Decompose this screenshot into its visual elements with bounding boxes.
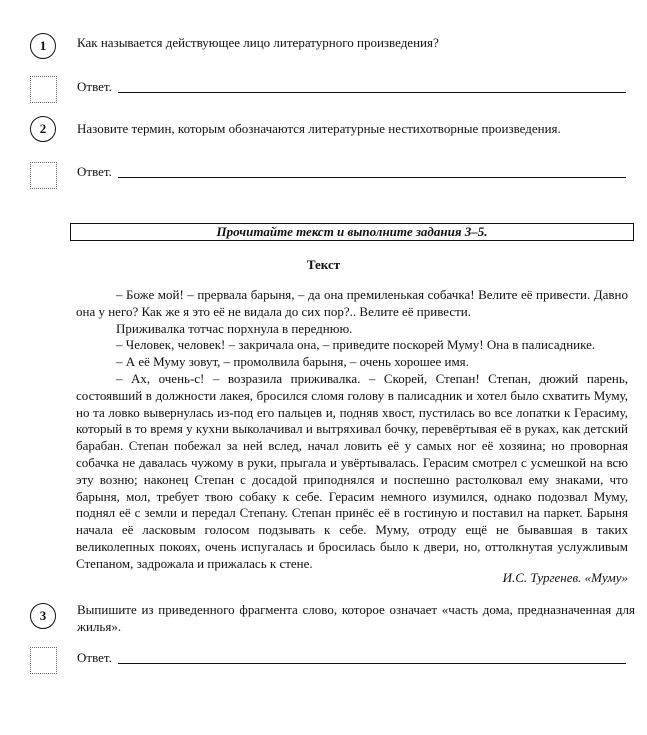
passage-paragraph: – А её Муму зовут, – промолвила барыня, – очень хорошее имя.	[116, 354, 469, 370]
answer-box-2[interactable]	[30, 162, 57, 189]
question-number-3: 3	[30, 603, 56, 629]
question-2-text: Назовите термин, которым обозначаются литературные нестихотворные произведения.	[77, 121, 561, 136]
text-title: Текст	[306, 257, 341, 272]
answer-label-1: Ответ.	[77, 79, 112, 94]
answer-line-2[interactable]	[118, 177, 626, 178]
answer-box-1[interactable]	[30, 76, 57, 103]
passage-author: И.С. Тургенев. «Муму»	[502, 570, 628, 585]
answer-label-2: Ответ.	[77, 164, 112, 179]
question-3-text: Выпишите из приведенного фрагмента слово, которое означает «часть дома, предназначенная для жилья».	[77, 602, 635, 634]
question-number-2: 2	[30, 116, 56, 142]
question-1-text: Как называется действующее лицо литературного произведения?	[77, 35, 439, 50]
answer-line-3[interactable]	[118, 663, 626, 664]
passage-paragraph: Приживалка тотчас порхнула в переднюю.	[116, 320, 353, 336]
passage-paragraph: – Человек, человек! – закричала она, – приведите поскорей Муму! Она в палисаднике.	[116, 337, 596, 353]
answer-line-1[interactable]	[118, 92, 626, 93]
answer-box-3[interactable]	[30, 647, 57, 674]
passage	[76, 287, 628, 573]
question-number-1: 1	[30, 33, 56, 59]
instruction-banner: Прочитайте текст и выполните задания 3–5.	[70, 223, 634, 241]
answer-label-3: Ответ.	[77, 650, 112, 665]
passage-paragraph: – Боже мой! – прервала барыня, – да она премиленькая собачка! Велите её привести. Давно она у него? Как же я это её не видала до сих пор?.. Велите её привести.	[76, 287, 628, 319]
passage-paragraph: – Ах, очень-с! – возразила приживалка. – Скорей, Степан! Степан, дюжий парень, состоявший в должности лакея, бросился сломя голову в палисадник и хотел было схватить Муму, но та ловко вывернулась из-под его пальцев и, подняв хвост, пустилась во все лопатки к Герасиму, который в то время у кухни выколачивал и вытряхивал бочку, перевёртывая её в руках, как детский барабан. Степан побежал за ней вслед, начал ловить её у самых ног её хозяина; но проворная собачка не давалась чужому в руки, прыгала и увёртывалась. Герасим смотрел с усмешкой на всю эту возню; наконец Степан с досадой приподнялся и поспешно растолковал ему знаками, что барыня, мол, требует твою собаку к себе. Герасим немного изумился, однако подозвал Муму, поднял её с земли и передал Степану. Степан принёс её в гостиную и поставил на паркет. Барыня начала её ласковым голосом подзывать к себе. Муму, отроду ещё не бывавшая в таких великолепных покоях, очень испугалась и бросилась было к двери, но, оттолкнутая услужливым Степаном, задрожала и прижалась к стене.	[76, 370, 628, 571]
